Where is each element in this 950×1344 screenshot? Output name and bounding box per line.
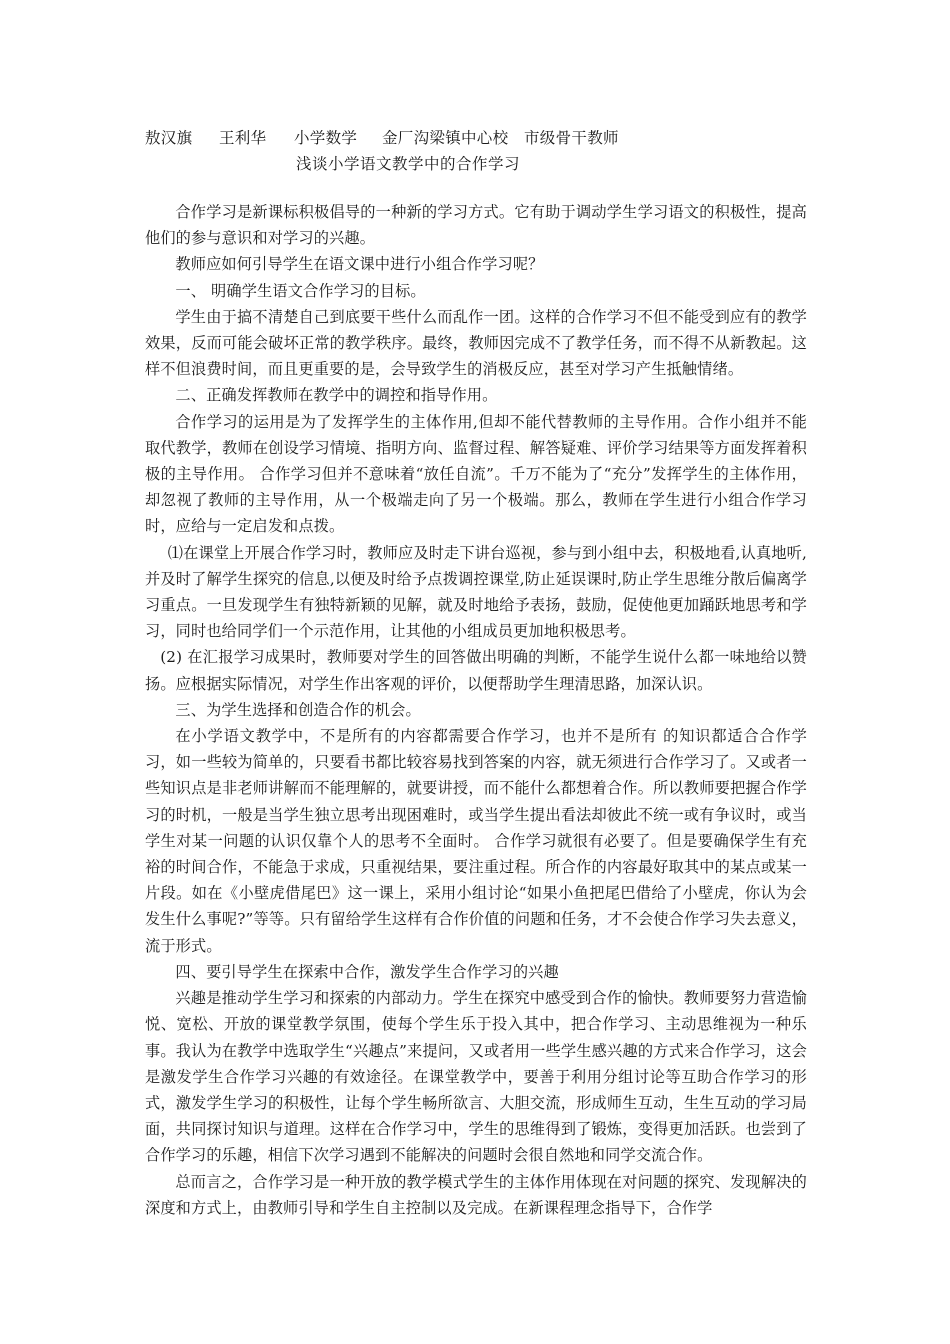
paragraph: 在小学语文教学中，不是所有的内容都需要合作学习，也并不是所有 的知识都适合合作学习，如一些较为简单的，只要看书都比较容易找到答案的内容，就无须进行合作学习了。又或者一些知识点是非老师讲解而不能理解的，就要讲授，而不能什么都想着合作。所以教师要把握合作学习的时机，一般是当学生独立思考出现困难时，或当学生提出看法却彼此不统一或有争议时，或当学生对某一问题的认识仅靠个人的思考不全面时。 合作学习就很有必要了。但是要确保学生有充裕的时间合作，不能急于求成，只重视结果，要注重过程。所合作的内容最好取其中的某点或某一片段。如在《小壁虎借尾巴》这一课上，采用小组讨论“如果小鱼把尾巴借给了小壁虎，你认为会发生什么事呢?”等等。只有留给学生这样有合作价值的问题和任务，才不会使合作学习失去意义，流于形式。	[145, 727, 807, 955]
subject: 小学数学	[294, 129, 358, 147]
honor: 市级骨干教师	[524, 129, 619, 147]
section-heading-2: 二、正确发挥教师在教学中的调控和指导作用。	[175, 386, 498, 405]
paragraph: ⑴在课堂上开展合作学习时，教师应及时走下讲台巡视，参与到小组中去，积极地看,认真地听,并及时了解学生探究的信息,以便及时给予点拨调控课堂,防止延误课时,防止学生思维分散后偏离学习重点。一旦发现学生有独特新颖的见解，就及时地给予表扬，鼓励，促使他更加踊跃地思考和学习，同时也给同学们一个示范作用，让其他的小组成员更加地积极思考。	[145, 543, 807, 641]
paragraph: (2) 在汇报学习成果时，教师要对学生的回答做出明确的判断，不能学生说什么都一味地给以赞扬。应根据实际情况，对学生作出客观的评价，以便帮助学生理清思路，加深认识。	[145, 648, 807, 693]
article-body	[145, 199, 807, 1221]
paragraph: 合作学习的运用是为了发挥学生的主体作用,但却不能代替教师的主导作用。合作小组并不能取代教学，教师在创设学习情境、指明方向、监督过程、解答疑难、评价学习结果等方面发挥着积极的主导作用。 合作学习但并不意味着“放任自流”。千万不能为了“充分”发挥学生的主体作用，却忽视了教师的主导作用，从一个极端走向了另一个极端。那么，教师在学生进行小组合作学习时，应给与一定启发和点拨。	[145, 412, 807, 536]
paragraph: 学生由于搞不清楚自己到底要干些什么而乱作一团。这样的合作学习不但不能受到应有的教学效果，反而可能会破坏正常的教学秩序。最终，教师因完成不了教学任务，而不得不从新教起。这样不但浪费时间，而且更重要的是，会导致学生的消极反应，甚至对学习产生抵触情绪。	[145, 307, 807, 379]
paragraph: 教师应如何引导学生在语文课中进行小组合作学习呢？	[175, 255, 544, 274]
article-title: 浅谈小学语文教学中的合作学习	[296, 155, 521, 173]
paragraph: 合作学习是新课标积极倡导的一种新的学习方式。它有助于调动学生学习语文的积极性，提高他们的参与意识和对学习的兴趣。	[145, 203, 807, 248]
paragraph: 兴趣是推动学生学习和探索的内部动力。学生在探究中感受到合作的愉快。教师要努力营造愉悦、宽松、开放的课堂教学氛围，使每个学生乐于投入其中，把合作学习、主动思维视为一种乐事。我认为在教学中选取学生“兴趣点”来提问，又或者用一些学生感兴趣的方式来合作学习，这会是激发学生合作学习兴趣的有效途径。在课堂教学中，要善于利用分组讨论等互助合作学习的形式，激发学生学习的积极性，让每个学生畅所欲言、大胆交流，形成师生互动，生生互动的学习局面，共同探讨知识与道理。这样在合作学习中，学生的思维得到了锻炼，变得更加活跃。也尝到了合作学习的乐趣，相信下次学习遇到不能解决的问题时会很自然地和同学交流合作。	[145, 989, 807, 1165]
section-heading-3: 三、为学生选择和创造合作的机会。	[175, 700, 421, 719]
author-name: 王利华	[219, 129, 267, 147]
paragraph: 总而言之，合作学习是一种开放的教学模式学生的主体作用体现在对问题的探究、发现解决的深度和方式上，由教师引导和学生自主控制以及完成。在新课程理念指导下，合作学	[145, 1172, 807, 1217]
section-heading-1: 一、 明确学生语文合作学习的目标。	[175, 281, 426, 300]
author-region: 敖汉旗	[145, 129, 193, 147]
section-heading-4: 四、要引导学生在探索中合作，激发学生合作学习的兴趣	[175, 962, 559, 981]
school: 金厂沟梁镇中心校	[382, 129, 509, 147]
author-info-line	[145, 126, 619, 148]
